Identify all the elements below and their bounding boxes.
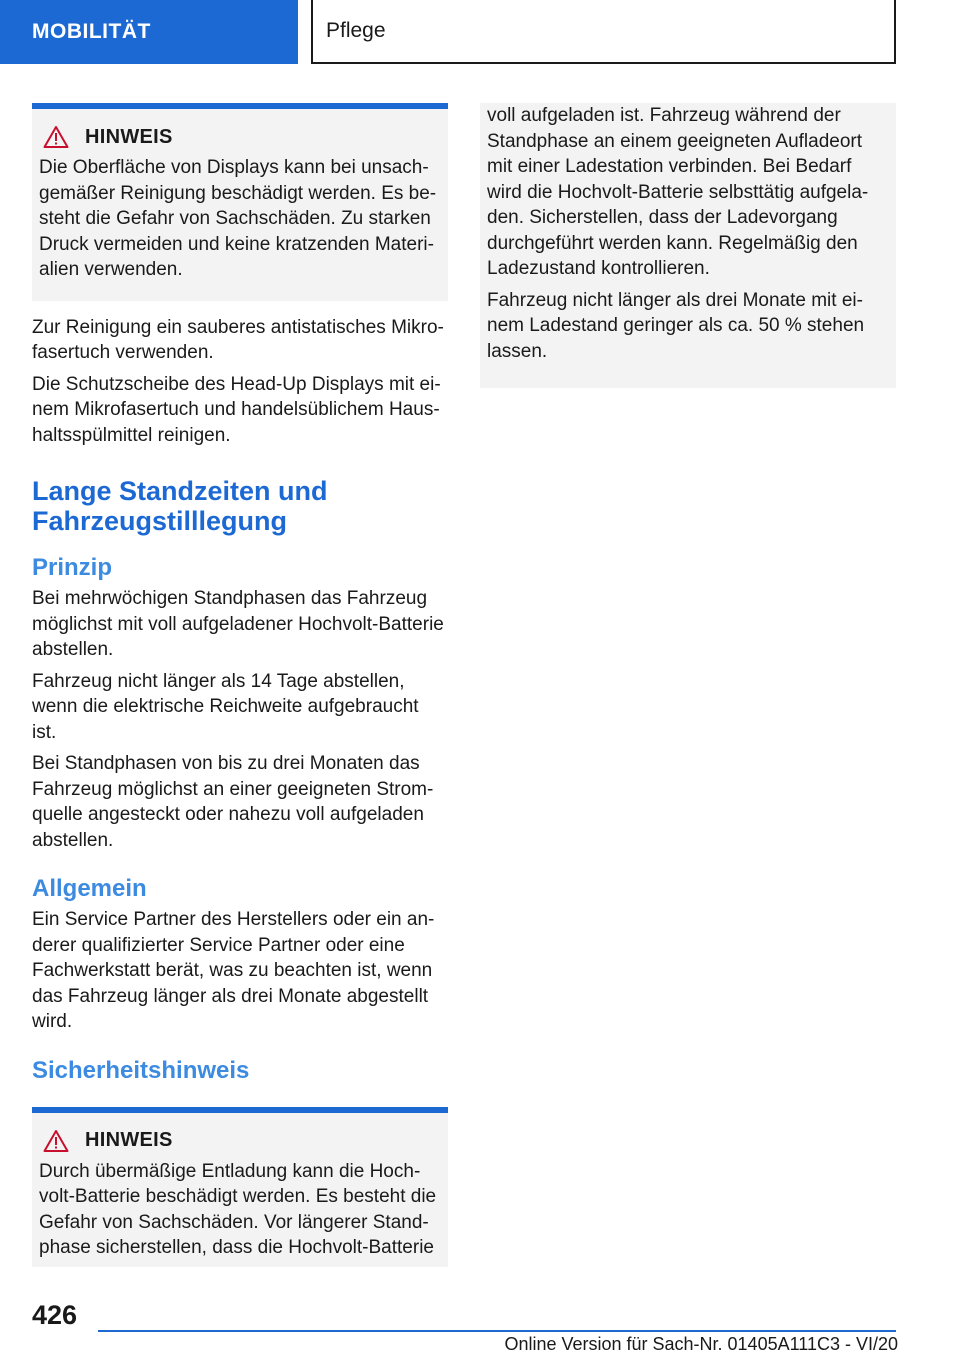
subsection-heading-prinzip: Prinzip — [32, 554, 113, 581]
warning-triangle-icon — [43, 125, 69, 149]
paragraph: Die Schutzscheibe des Head-Up Displays mit einem Mikrofasertuch und handelsüblichem Haushaltsspülmittel reinigen. — [32, 373, 441, 446]
notice-text: Durch übermäßige Entladung kann die Hochvolt-Batterie beschädigt werden. Es besteht die Gefahr von Sachschäden. Vor längerer Standphase sicherstellen, dass die Hochvolt-Batterie — [39, 1160, 437, 1258]
right-column — [480, 103, 896, 388]
footer-rule — [98, 1330, 896, 1332]
notice-header — [39, 109, 440, 155]
paragraph: Ein Service Partner des Herstellers oder ein anderer qualifizierter Service Partner oder eine Fachwerkstatt berät, was zu beachten ist, wenn das Fahrzeug länger als drei Monate abgestellt wird. — [32, 909, 435, 1032]
header-title-box — [311, 0, 896, 64]
warning-triangle-icon — [43, 1129, 69, 1153]
notice-label: HINWEIS — [85, 1129, 173, 1151]
notice-box — [32, 103, 448, 301]
notice-label: HINWEIS — [85, 125, 173, 148]
notice-box — [32, 1107, 448, 1267]
subsection-heading-allgemein: Allgemein — [32, 875, 147, 902]
header-title: Pflege — [326, 19, 386, 42]
footer-online-version: Online Version für Sach-Nr. 01405A111C3 - VI/20 — [504, 1334, 898, 1354]
notice-text: voll aufgeladen ist. Fahrzeug während der Standphase an einem geeigneten Aufladeort mit einer Ladestation verbinden. Bei Bedarf wird die Hochvolt-Batterie selbsttätig aufgeladen. Sicherstellen, dass der Ladevorgang durchgeführt werden kann. Regelmäßig den Ladezustand kontrollieren. — [487, 105, 869, 279]
header-section-label: MOBILITÄT — [32, 20, 151, 43]
notice-text: Die Oberfläche von Displays kann bei unsachgemäßer Reinigung beschädigt werden. Es besteht die Gefahr von Sachschäden. Zu starken Druck vermeiden und keine kratzenden Materialien verwenden. — [39, 157, 437, 280]
notice-text: Fahrzeug nicht länger als drei Monate mit einem Ladestand geringer als ca. 50 % stehen lassen. — [487, 289, 865, 362]
subsection-heading-sicherheit: Sicherheitshinweis — [32, 1056, 250, 1084]
page-number: 426 — [32, 1300, 78, 1330]
paragraph: Zur Reinigung ein sauberes antistatisches Mikrofasertuch verwenden. — [32, 316, 444, 363]
header-section-tab — [0, 0, 298, 64]
paragraph: Bei Standphasen von bis zu drei Monaten das Fahrzeug möglichst an einer geeigneten Stromquelle angesteckt oder nahezu voll aufgeladen abstellen. — [32, 753, 434, 851]
section-title: Lange Standzeiten und Fahrzeugstilllegung — [32, 476, 328, 536]
left-column — [32, 103, 448, 1267]
paragraph: Fahrzeug nicht länger als 14 Tage abstellen, wenn die elektrische Reichweite aufgebraucht ist. — [32, 670, 419, 743]
paragraph: Bei mehrwöchigen Standphasen das Fahrzeug möglichst mit voll aufgeladener Hochvolt-Batterie abstellen. — [32, 588, 444, 660]
notice-header — [39, 1113, 440, 1159]
notice-continuation — [480, 103, 896, 388]
